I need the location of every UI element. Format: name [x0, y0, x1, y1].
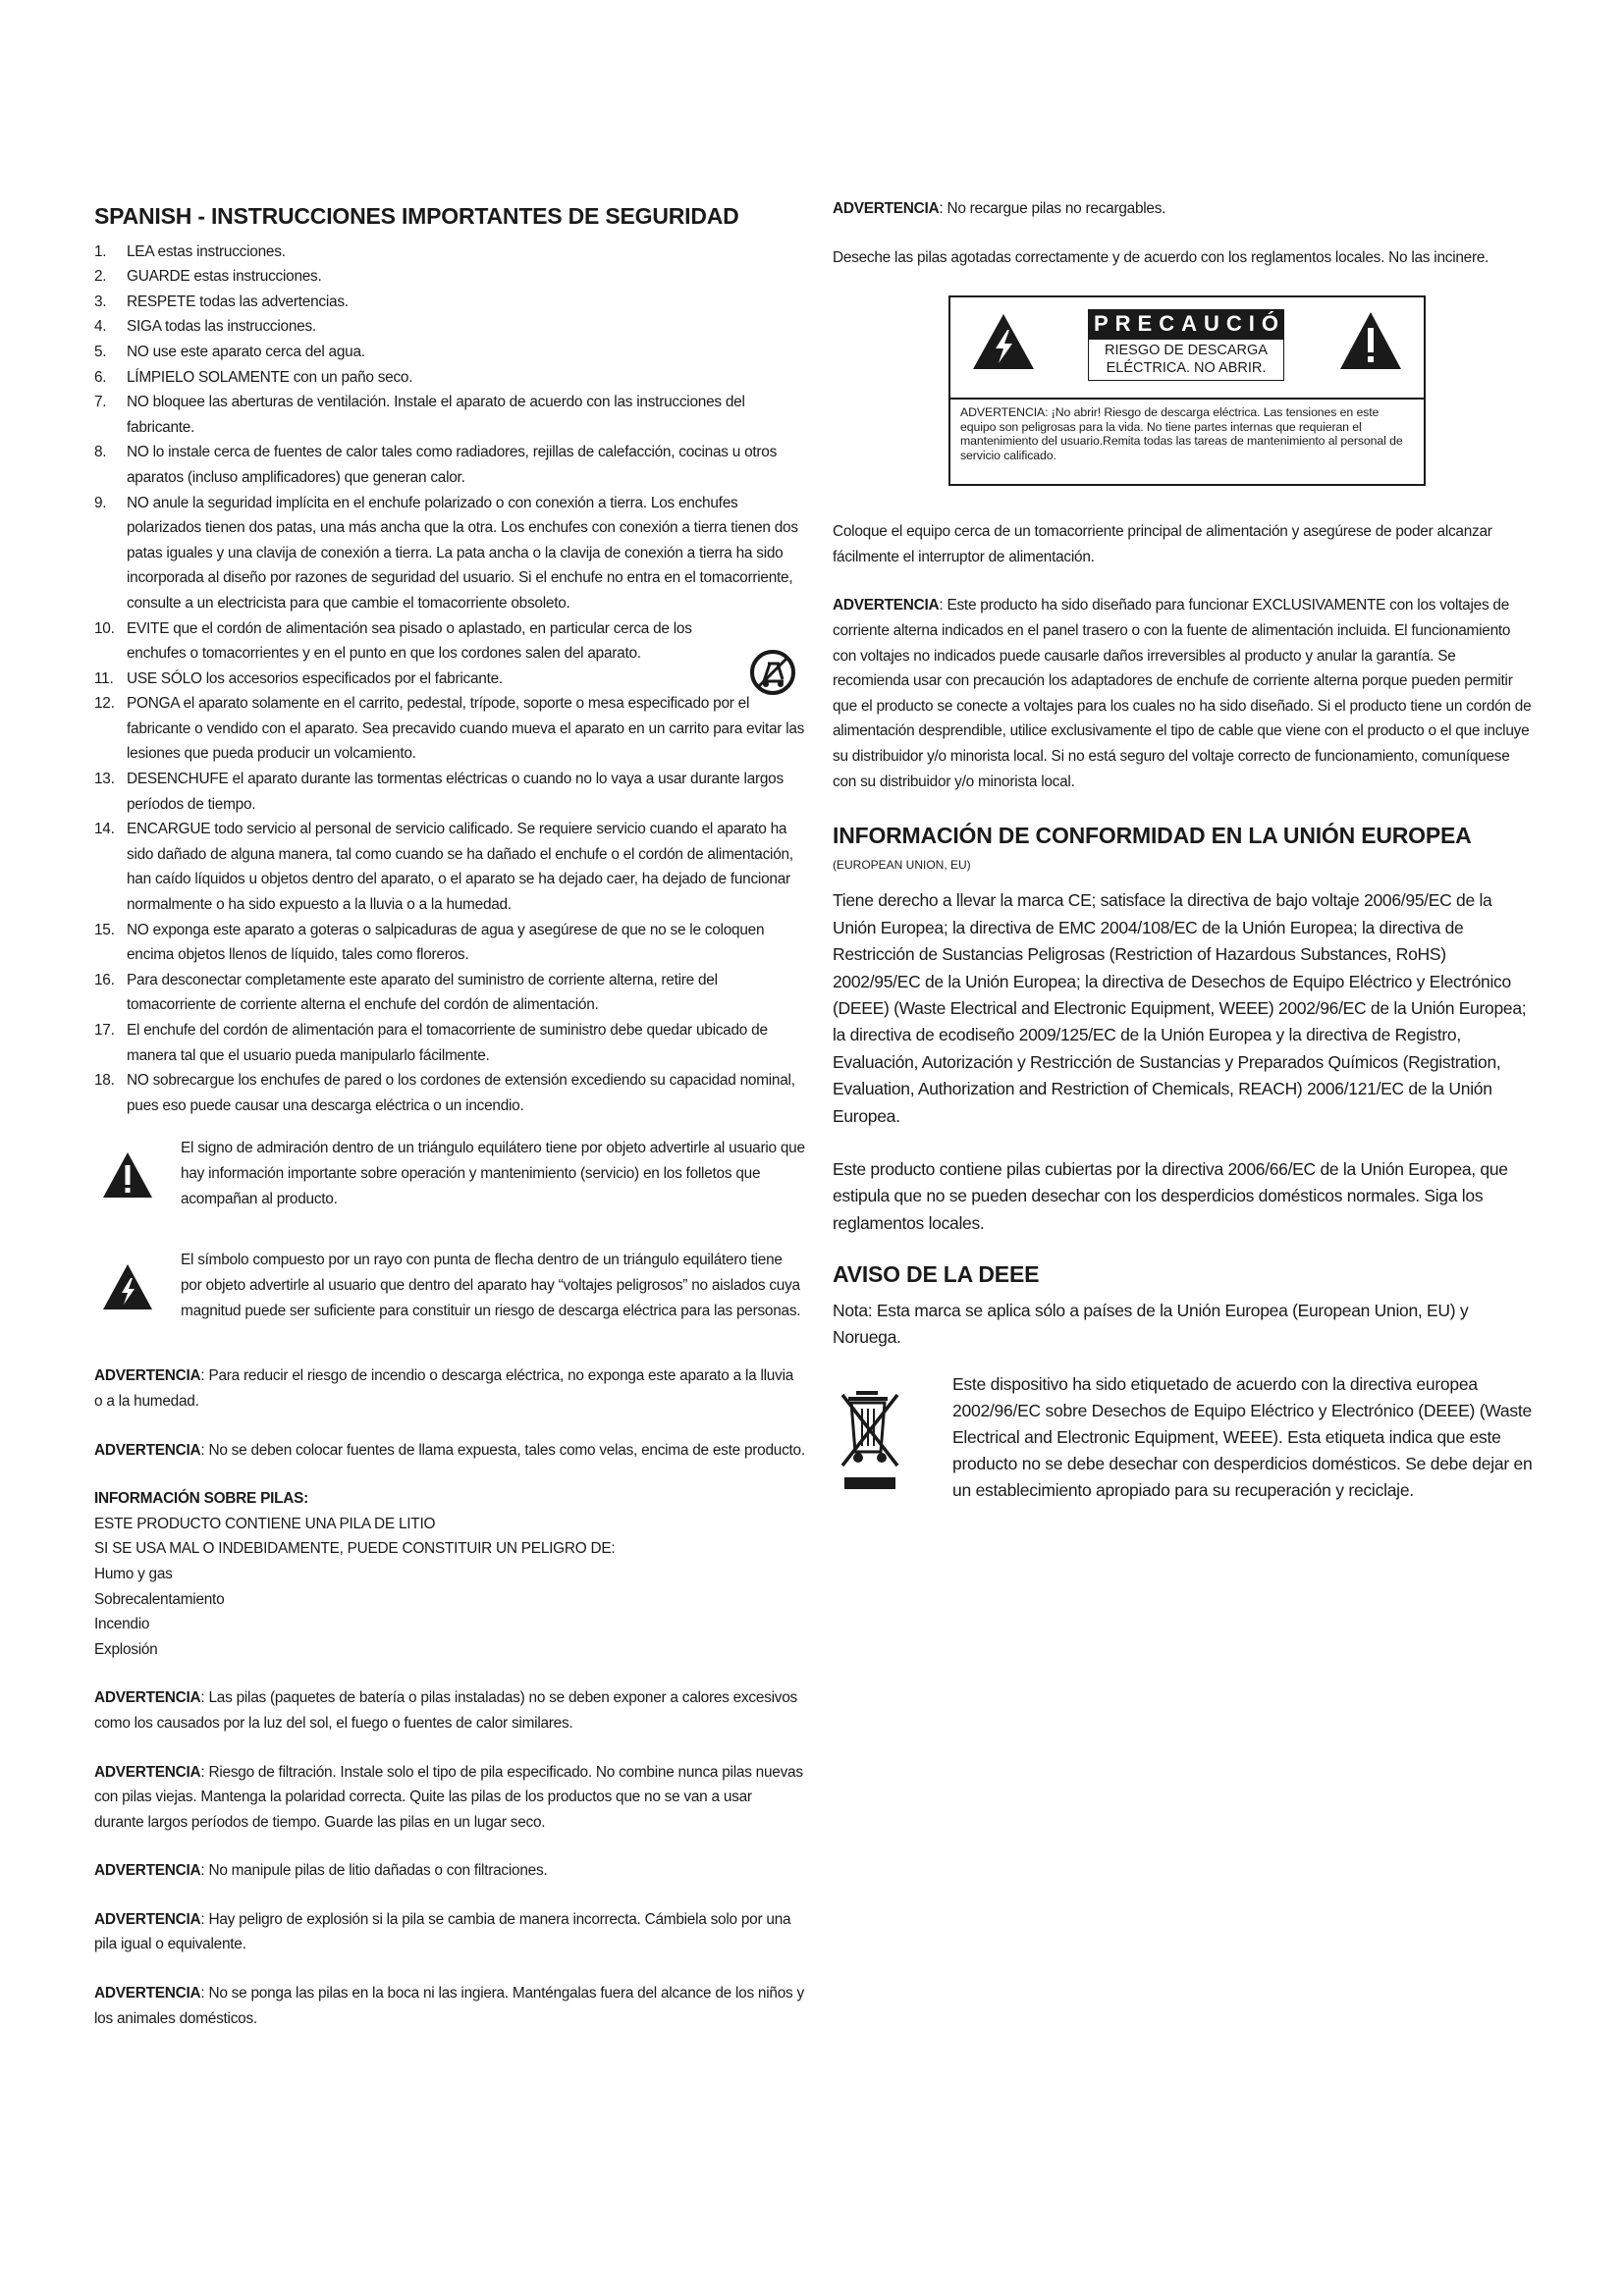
instruction-number: 16.: [94, 971, 115, 988]
warning-recharge: ADVERTENCIA: No recargue pilas no recargables.: [833, 200, 1166, 217]
battery-heading: INFORMACIÓN SOBRE PILAS:: [94, 1490, 309, 1508]
instruction-number: 7.: [94, 394, 107, 411]
instruction-item: [94, 314, 805, 340]
instruction-number: 4.: [94, 318, 107, 336]
instruction-text: GUARDE estas instrucciones.: [127, 268, 322, 286]
dispose-text: Deseche las pilas agotadas correctamente y de acuerdo con los reglamentos locales. No las incinere.: [833, 248, 1489, 266]
instruction-text: Para desconectar completamente este aparato del suministro de corriente alterna, retire del tomacorriente de corriente alterna el enchufe del cordón de alimentación.: [127, 971, 718, 1014]
instruction-number: 1.: [94, 242, 107, 260]
instruction-text: DESENCHUFE el aparato durante las tormentas eléctricas o cuando no lo vaya a usar durante largos períodos de tiempo.: [127, 771, 784, 813]
instruction-number: 12.: [94, 695, 115, 713]
exclamation-symbol-text: El signo de admiración dentro de un triángulo equilátero tiene por objeto advertirle al usuario que hay información importante sobre operación y mantenimiento (servicio) en los folletos que acompañan al producto.: [181, 1140, 805, 1207]
instruction-number: 5.: [94, 343, 107, 360]
instruction-item: [94, 390, 805, 440]
warning-label: ADVERTENCIA: [94, 1910, 201, 1928]
lightning-symbol-row: [94, 1248, 805, 1346]
crossed-out-wheelie-bin-icon: [840, 1383, 899, 1501]
weee-row: [833, 1371, 1536, 1519]
deee-note: Nota: Esta marca se aplica sólo a países de la Unión Europea (European Union, EU) y Noruega.: [833, 1300, 1469, 1348]
warning-label: ADVERTENCIA: [833, 597, 940, 614]
instruction-text: NO lo instale cerca de fuentes de calor tales como radiadores, rejillas de calefacción, cocinas u otros aparatos (incluso amplificadores) que generan calor.: [127, 444, 778, 486]
instruction-item: [94, 440, 805, 490]
battery-line: ESTE PRODUCTO CONTIENE UNA PILA DE LITIO: [94, 1515, 436, 1532]
exclamation-triangle-icon: [102, 1151, 153, 1199]
left-column: [94, 196, 805, 2031]
cart-tipover-warning-icon: [750, 650, 795, 695]
instruction-text: LEA estas instrucciones.: [127, 242, 286, 260]
instruction-number: 14.: [94, 821, 115, 838]
caution-risk-text: RIESGO DE DESCARGA ELÉCTRICA. NO ABRIR.: [1088, 340, 1284, 381]
battery-line: Explosión: [94, 1640, 158, 1658]
lightning-symbol-text: El símbolo compuesto por un rayo con punta de flecha dentro de un triángulo equilátero tiene por objeto advertirle al usuario que dentro del aparato hay “voltajes peligrosos” no aislados cuya magnitud puede ser suficiente para constituir un riesgo de descarga eléctrica para las personas.: [181, 1252, 801, 1319]
lightning-triangle-icon: [972, 313, 1035, 370]
instruction-item: [94, 491, 805, 616]
battery-directive-text: Este producto contiene pilas cubiertas por la directiva 2006/66/EC de la Unión Europea, que estipula que no se pueden desechar con los desperdicios domésticos normales. Siga los reglamentos locales.: [833, 1158, 1508, 1233]
warning-damaged: ADVERTENCIA: No manipule pilas de litio dañadas o con filtraciones.: [94, 1862, 548, 1880]
warning-label: ADVERTENCIA: [94, 1862, 201, 1880]
instruction-number: 3.: [94, 293, 107, 310]
warning-leak: ADVERTENCIA: Riesgo de filtración. Instale solo el tipo de pila especificado. No combine nunca pilas nuevas con pilas viejas. Mantenga la polaridad correcta. Quite las pilas de los productos que no se van a usar durante largos períodos de tiempo. Guarde las pilas en un lugar seco.: [94, 1763, 803, 1831]
instruction-text: NO use este aparato cerca del agua.: [127, 343, 365, 360]
exclamation-triangle-icon: [1339, 311, 1402, 370]
instruction-item: [94, 968, 805, 1018]
instruction-number: 2.: [94, 268, 107, 286]
instruction-text: LÍMPIELO SOLAMENTE con un paño seco.: [127, 368, 413, 386]
warning-voltage: ADVERTENCIA: Este producto ha sido diseñado para funcionar EXCLUSIVAMENTE con los voltajes de corriente alterna indicados en el panel trasero o con la fuente de alimentación incluida. El funcionamiento con voltajes no indicados puede causarle daños irreversibles al producto y anular la garantía. Se recomienda usar con precaución los adaptadores de enchufe de corriente alterna porque pueden permitir que el producto se conecte a voltajes para los cuales no ha sido diseñado. Si el producto tiene un cordón de alimentación desprendible, utilice exclusivamente el tipo de cable que viene con el producto o el que incluye su distribuidor y/o minorista local. Si no está seguro del voltaje correcto de funcionamiento, comuníquese con su distribuidor y/o minorista local.: [833, 597, 1532, 790]
right-column: [833, 196, 1536, 1519]
instruction-item: [94, 340, 805, 365]
instruction-text: NO exponga este aparato a goteras o salpicaduras de agua y asegúrese de que no se le coloquen encima objetos llenos de líquido, tales como floreros.: [127, 921, 765, 964]
instruction-item: [94, 691, 805, 767]
instruction-item: [94, 264, 805, 290]
safety-instructions-list: [94, 240, 805, 1119]
instruction-text: PONGA el aparato solamente en el carrito, pedestal, trípode, soporte o mesa especificado por el fabricante o vendido con el aparato. Sea precavido cuando mueva el aparato en un carrito para evitar las lesiones que pueda producir un volcamiento.: [127, 695, 805, 763]
instruction-item: [94, 667, 805, 692]
warning-fire: ADVERTENCIA: Para reducir el riesgo de incendio o descarga eléctrica, no exponga este aparato a la lluvia o a la humedad.: [94, 1367, 794, 1410]
instruction-number: 18.: [94, 1072, 115, 1090]
instruction-text: NO bloquee las aberturas de ventilación. Instale el aparato de acuerdo con las instrucciones del fabricante.: [127, 394, 745, 436]
warning-mouth: ADVERTENCIA: No se ponga las pilas en la boca ni las ingiera. Manténgalas fuera del alcance de los niños y los animales domésticos.: [94, 1985, 804, 2027]
instruction-item: [94, 1068, 805, 1118]
instruction-item: [94, 1018, 805, 1068]
instruction-text: USE SÓLO los accesorios especificados por el fabricante.: [127, 669, 503, 687]
instruction-text: SIGA todas las instrucciones.: [127, 318, 316, 336]
battery-line: Humo y gas: [94, 1565, 173, 1582]
placement-text: Coloque el equipo cerca de un tomacorriente principal de alimentación y asegúrese de poder alcanzar fácilmente el interruptor de alimentación.: [833, 523, 1492, 565]
instruction-number: 15.: [94, 921, 115, 938]
warning-label: ADVERTENCIA: [94, 1985, 201, 2002]
deee-heading: AVISO DE LA DEEE: [833, 1261, 1040, 1288]
exclamation-symbol-row: [94, 1136, 805, 1234]
instruction-number: 9.: [94, 494, 107, 511]
instruction-number: 11.: [94, 669, 114, 687]
instruction-text: NO anule la seguridad implícita en el enchufe polarizado o con conexión a tierra. Los enchufes polarizados tienen dos patas, una más ancha que la otra. Los enchufes con conexión a tierra tienen dos patas iguales y una clavija de conexión a tierra. La pata ancha o la clavija de conexión a tierra ha sido incorporada al diseño por razones de seguridad del usuario. Si el enchufe no entra en el tomacorriente, consulte a un electricista para que cambie el tomacorriente obsoleto.: [127, 494, 798, 612]
instruction-text: RESPETE todas las advertencias.: [127, 293, 349, 310]
battery-info: [94, 1486, 805, 1662]
eu-text: Tiene derecho a llevar la marca CE; satisface la directiva de bajo voltaje 2006/95/EC de la Unión Europea; la directiva de EMC 2004/108/EC de la Unión Europea; la directiva de Restricción de Sustancias Peligrosas (Restriction of Hazardous Substances, RoHS) 2002/95/EC de la Unión Europea; la directiva de Desechos de Equipo Eléctrico y Electrónico (DEEE) (Waste Electrical and Electronic Equipment, WEEE) 2002/96/EC de la Unión Europea; la directiva de ecodiseño 2009/125/EC de la Unión Europea y la directiva de Registro, Evaluación, Autorización y Restricción de Sustancias y Preparados Químicos (Registration, Evaluation, Authorization and Restriction of Chemicals, REACH) 2006/121/EC de la Unión Europea.: [833, 890, 1527, 1126]
caution-badge: PRECAUCIÓN: [1088, 309, 1284, 340]
warning-label: ADVERTENCIA: [94, 1441, 201, 1459]
instruction-text: El enchufe del cordón de alimentación para el tomacorriente de suministro debe quedar ubicado de manera tal que el usuario pueda manipularlo fácilmente.: [127, 1022, 768, 1064]
instruction-item: [94, 817, 805, 917]
lightning-triangle-icon: [102, 1263, 153, 1310]
caution-bottom-text: ADVERTENCIA: ¡No abrir! Riesgo de descarga eléctrica. Las tensiones en este equipo son peligrosas para la vida. No tiene partes internas que requieran el mantenimiento del usuario.Remita todas las tareas de mantenimiento al personal de servicio calificado.: [960, 405, 1403, 462]
instruction-number: 8.: [94, 444, 107, 461]
instruction-item: [94, 767, 805, 817]
instruction-text: NO sobrecargue los enchufes de pared o los cordones de extensión excediendo su capacidad nominal, pues eso puede causar una descarga eléctrica o un incendio.: [127, 1072, 795, 1114]
eu-heading: INFORMACIÓN DE CONFORMIDAD EN LA UNIÓN EUROPEA (EUROPEAN UNION, EU): [833, 823, 1471, 872]
warning-label: ADVERTENCIA: [94, 1689, 201, 1707]
battery-line: Sobrecalentamiento: [94, 1590, 225, 1608]
warning-flames: ADVERTENCIA: No se deben colocar fuentes de llama expuesta, tales como velas, encima de este producto.: [94, 1441, 805, 1459]
instruction-number: 10.: [94, 619, 115, 637]
instruction-item: [94, 616, 805, 667]
warning-heat: ADVERTENCIA: Las pilas (paquetes de batería o pilas instaladas) no se deben exponer a calores excesivos como los causados por la luz del sol, el fuego o fuentes de calor similares.: [94, 1689, 797, 1732]
battery-line: Incendio: [94, 1616, 150, 1633]
instruction-item: [94, 918, 805, 968]
warning-label: ADVERTENCIA: [94, 1367, 201, 1385]
deee-text: Este dispositivo ha sido etiquetado de acuerdo con la directiva europea 2002/96/EC sobre Desechos de Equipo Eléctrico y Electrónico (DEEE) (Waste Electrical and Electronic Equipment, WEEE). Esta etiqueta indica que este producto no se debe desechar con desperdicios domésticos. Se debe dejar en un establecimiento apropiado para su recuperación y reciclaje.: [952, 1373, 1533, 1500]
caution-label-box: [948, 295, 1426, 486]
instruction-item: [94, 365, 805, 391]
page-title: SPANISH - INSTRUCCIONES IMPORTANTES DE SEGURIDAD: [94, 203, 739, 229]
instruction-item: [94, 240, 805, 265]
instruction-number: 6.: [94, 368, 107, 386]
instruction-text: EVITE que el cordón de alimentación sea pisado o aplastado, en particular cerca de los enchufes o tomacorrientes y en el punto en que los cordones salen del aparato.: [127, 619, 692, 663]
instruction-item: [94, 290, 805, 315]
instruction-number: 13.: [94, 771, 115, 788]
battery-line: SI SE USA MAL O INDEBIDAMENTE, PUEDE CONSTITUIR UN PELIGRO DE:: [94, 1540, 616, 1558]
instruction-text: ENCARGUE todo servicio al personal de servicio calificado. Se requiere servicio cuando el aparato ha sido dañado de alguna manera, tal como cuando se ha dañado el enchufe o el cordón de alimentación, han caído líquidos u objetos dentro del aparato, o el aparato se ha dejado caer, ha dejado de funcionar normalmente o ha sido expuesto a la lluvia o a la humedad.: [127, 821, 793, 914]
warning-label: ADVERTENCIA: [833, 200, 940, 217]
warning-explosion: ADVERTENCIA: Hay peligro de explosión si la pila se cambia de manera incorrecta. Cámbiela solo por una pila igual o equivalente.: [94, 1910, 791, 1953]
instruction-number: 17.: [94, 1022, 115, 1039]
warning-label: ADVERTENCIA: [94, 1763, 201, 1781]
